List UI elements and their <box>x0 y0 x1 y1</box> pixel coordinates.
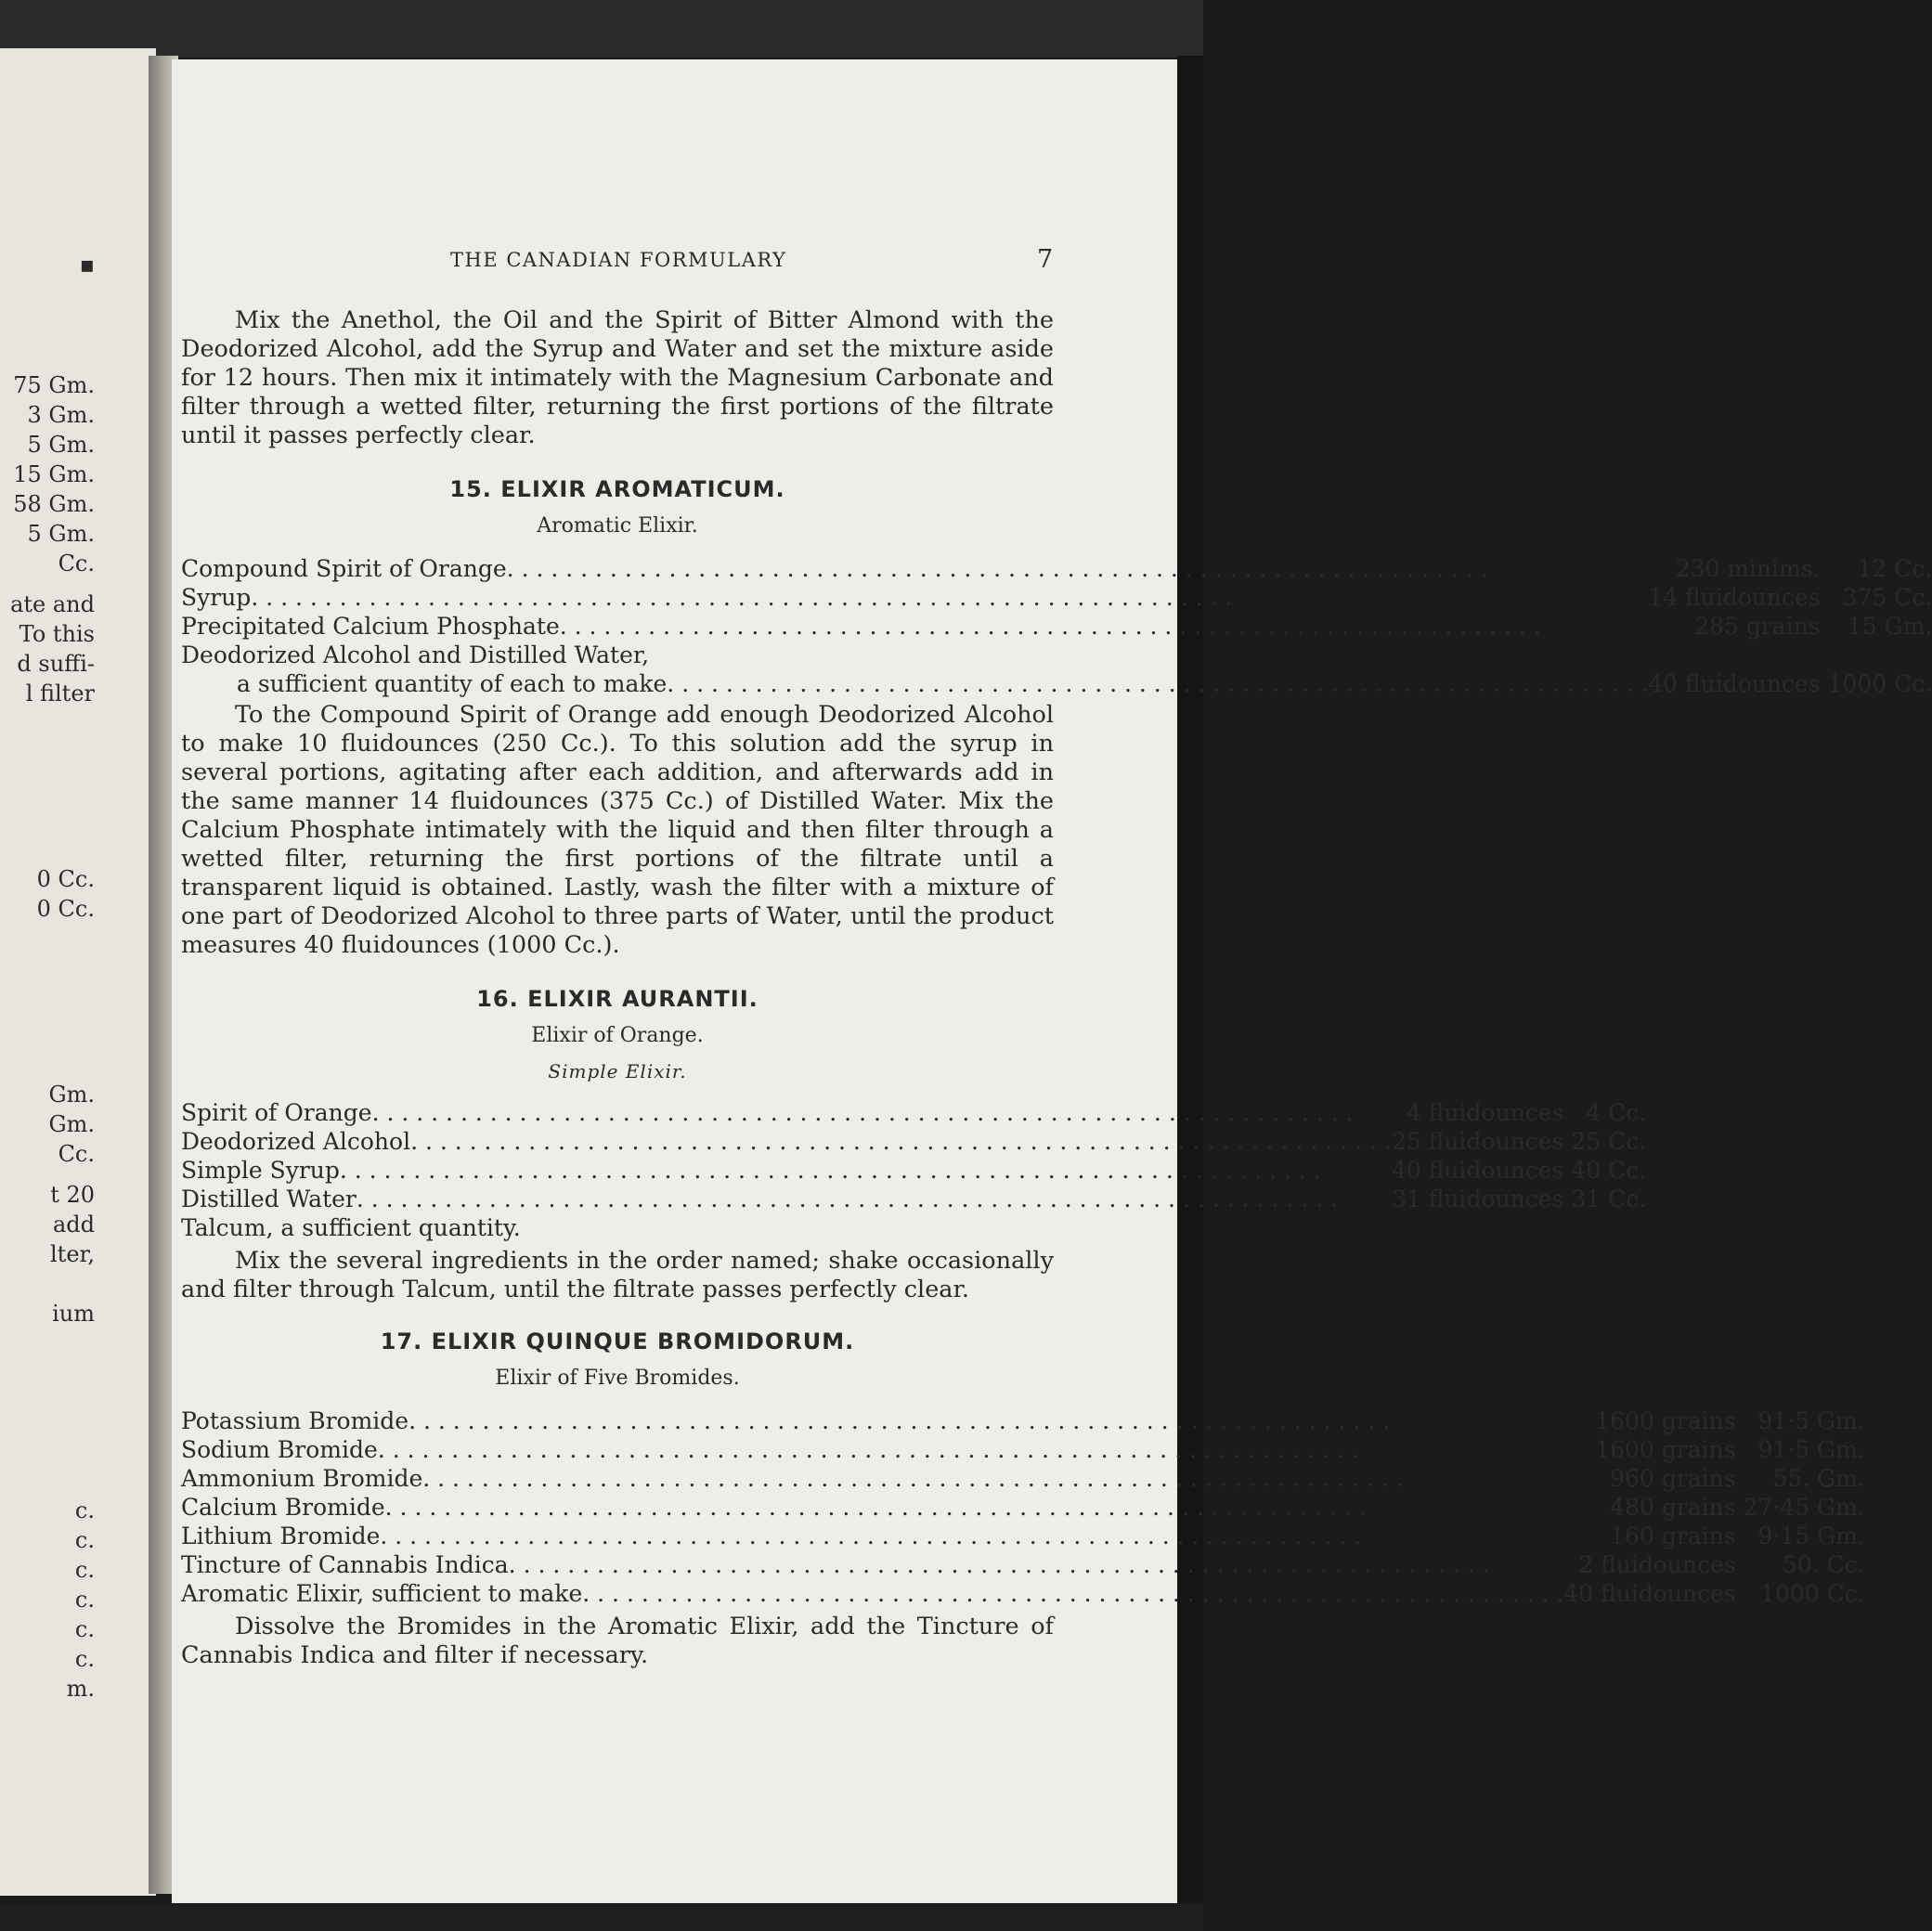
section-17-heading: 17. ELIXIR QUINQUE BROMIDORUM. <box>380 1328 855 1354</box>
formula-row <box>181 1578 1865 1607</box>
formula-row <box>181 668 1932 697</box>
left-fragment: Cc. <box>58 551 95 577</box>
ingredient-name: Precipitated Calcium Phosphate <box>181 613 560 640</box>
left-fragment: c. <box>74 1557 95 1583</box>
ingredient-name: Simple Syrup <box>181 1157 340 1184</box>
formula-row <box>181 1463 1865 1492</box>
ingredient-metric: 31 Cc. <box>1571 1186 1647 1212</box>
formula-row <box>181 611 1932 640</box>
section-16-directions: Mix the several ingredients in the order named; shake occasionally and filter through Talcum, until the filtrate passes perfectly clear. <box>181 1247 1054 1303</box>
ingredient-metric: 55. Gm. <box>1772 1465 1865 1492</box>
section-17-subtitle: Elixir of Five Bromides. <box>495 1367 740 1390</box>
section-17-formula-table <box>181 1406 1865 1607</box>
running-head: THE CANADIAN FORMULARY <box>450 249 787 271</box>
left-fragment: 5 Gm. <box>27 521 95 547</box>
ingredient-quantity: 160 grains <box>1610 1523 1736 1549</box>
page-body <box>181 241 1932 1670</box>
formula-row <box>181 1521 1865 1549</box>
ingredient-name: Talcum, a sufficient quantity. <box>181 1214 521 1241</box>
ingredient-quantity: 40 fluidounces <box>1563 1580 1736 1607</box>
ingredient-quantity: 4 fluidounces <box>1406 1099 1564 1126</box>
section-15-heading: 15. ELIXIR AROMATICUM. <box>449 476 785 502</box>
ingredient-metric: 12 Cc. <box>1857 555 1932 582</box>
ingredient-metric: 25 Cc. <box>1571 1128 1647 1155</box>
ingredient-metric: 1000 Cc. <box>1827 670 1932 697</box>
left-fragment: c. <box>74 1527 95 1553</box>
formula-row <box>181 1155 1646 1184</box>
left-fragment: c. <box>74 1587 95 1613</box>
ingredient-metric: 27·45 Gm. <box>1743 1494 1865 1521</box>
ingredient-name: Ammonium Bromide <box>181 1465 423 1492</box>
ingredient-quantity: 1600 grains <box>1595 1407 1736 1434</box>
left-fragment: c. <box>74 1616 95 1642</box>
ingredient-metric: 375 Cc. <box>1842 584 1932 611</box>
formula-row <box>181 1406 1865 1434</box>
left-fragment: c. <box>74 1497 95 1523</box>
formula-row <box>181 1212 1646 1241</box>
formula-row <box>181 553 1932 582</box>
ingredient-name: Potassium Bromide <box>181 1407 409 1434</box>
ingredient-metric: 1000 Cc. <box>1760 1580 1865 1607</box>
left-fragment: 58 Gm. <box>13 491 95 517</box>
ingredient-name: Calcium Bromide <box>181 1494 385 1521</box>
left-fragment: 0 Cc. <box>36 896 95 922</box>
scan-right-border <box>1177 56 1203 1903</box>
left-fragment: 75 Gm. <box>13 372 95 398</box>
ingredient-name: Deodorized Alcohol and Distilled Water, <box>181 642 650 668</box>
left-fragment: l filter <box>25 680 95 706</box>
section-16-formula-table <box>181 1097 1646 1241</box>
left-fragment: m. <box>66 1676 95 1702</box>
formula-row <box>181 582 1932 611</box>
ingredient-metric: 91·5 Gm. <box>1757 1407 1865 1434</box>
ingredient-quantity: 25 fluidounces <box>1391 1128 1564 1155</box>
ingredient-quantity: 480 grains <box>1610 1494 1736 1521</box>
ingredient-name: Syrup <box>181 584 252 611</box>
left-fragment: Gm. <box>48 1111 95 1137</box>
scan-bottom-border <box>0 1903 1203 1931</box>
formula-row <box>181 640 1932 668</box>
left-fragment: t 20 <box>50 1182 95 1208</box>
ingredient-quantity: 2 fluidounces <box>1578 1551 1736 1578</box>
left-fragment: To this <box>19 621 95 647</box>
formula-row <box>181 1097 1646 1126</box>
ingredient-name: Lithium Bromide <box>181 1523 381 1549</box>
formula-row <box>181 1549 1865 1578</box>
section-15-directions: To the Compound Spirit of Orange add enough Deodorized Alcohol to make 10 fluidounces (250 Cc.). To this solution add the syrup in several portions, agitating after each addition, and afterwards add in the same manner 14 fluidounces (375 Cc.) of Distilled Water. Mix the Calcium Phosphate intimately with the liquid and then filter through a wetted filter, returning the first portions of the filtrate until a transparent liquid is obtained. Lastly, wash the filter with a mixture of one part of Deodorized Alcohol to three parts of Water, until the product measures 40 fluidounces (1000 Cc.). <box>181 701 1054 959</box>
left-fragment: ium <box>52 1301 95 1327</box>
left-fragment: Gm. <box>48 1082 95 1108</box>
section-15-subtitle: Aromatic Elixir. <box>537 514 698 538</box>
left-fragment: ▪ <box>79 252 95 278</box>
ingredient-quantity: 230 minims. <box>1675 555 1821 582</box>
ingredient-metric: 4 Cc. <box>1586 1099 1647 1126</box>
ingredient-quantity: 40 fluidounces <box>1648 670 1821 697</box>
previous-page-edge <box>0 48 156 1896</box>
left-fragment: c. <box>74 1646 95 1672</box>
ingredient-metric: 91·5 Gm. <box>1757 1436 1865 1463</box>
ingredient-name: Tincture of Cannabis Indica <box>181 1551 509 1578</box>
section-17-directions: Dissolve the Bromides in the Aromatic Elixir, add the Tincture of Cannabis Indica and filter if necessary. <box>181 1613 1054 1669</box>
ingredient-metric: 50. Cc. <box>1782 1551 1865 1578</box>
formula-row <box>181 1126 1646 1155</box>
ingredient-quantity: 14 fluidounces <box>1648 584 1821 611</box>
section-15-formula-table <box>181 553 1932 697</box>
formula-row <box>181 1434 1865 1463</box>
ingredient-metric: 9·15 Gm. <box>1757 1523 1865 1549</box>
intro-paragraph: Mix the Anethol, the Oil and the Spirit of Bitter Almond with the Deodorized Alcohol, add the Syrup and Water and set the mixture aside for 12 hours. Then mix it intimately with the Magnesium Carbonate and filter through a wetted filter, returning the first portions of the filtrate until it passes perfectly clear. <box>181 306 1054 449</box>
left-fragment: lter, <box>50 1241 95 1267</box>
left-fragment: add <box>52 1212 95 1238</box>
ingredient-name: Distilled Water <box>181 1186 357 1212</box>
ingredient-quantity: 1600 grains <box>1595 1436 1736 1463</box>
scan-top-border <box>0 0 1203 58</box>
left-fragment: 3 Gm. <box>27 402 95 428</box>
ingredient-name: a sufficient quantity of each to make <box>237 670 668 697</box>
left-fragment: Cc. <box>58 1141 95 1167</box>
ingredient-name: Spirit of Orange <box>181 1099 372 1126</box>
ingredient-name: Aromatic Elixir, sufficient to make <box>181 1580 583 1607</box>
formula-row <box>181 1184 1646 1212</box>
page-number: 7 <box>1037 245 1054 274</box>
left-fragment: 15 Gm. <box>13 461 95 487</box>
left-fragment: ate and <box>10 591 95 617</box>
ingredient-name: Sodium Bromide <box>181 1436 378 1463</box>
ingredient-quantity: 40 fluidounces <box>1391 1157 1564 1184</box>
ingredient-metric: 40 Cc. <box>1571 1157 1647 1184</box>
left-fragment: 0 Cc. <box>36 866 95 892</box>
ingredient-metric: 15 Gm. <box>1847 613 1932 640</box>
left-fragment: 5 Gm. <box>27 432 95 458</box>
left-fragment: d suffi- <box>17 651 95 677</box>
ingredient-quantity: 285 grains <box>1694 613 1821 640</box>
ingredient-quantity: 960 grains <box>1610 1465 1736 1492</box>
section-16-subtitle: Elixir of Orange. <box>531 1024 704 1047</box>
ingredient-name: Deodorized Alcohol <box>181 1128 411 1155</box>
section-16-alt-title: Simple Elixir. <box>548 1060 687 1082</box>
ingredient-quantity: 31 fluidounces <box>1391 1186 1564 1212</box>
ingredient-name: Compound Spirit of Orange <box>181 555 507 582</box>
formula-row <box>181 1492 1865 1521</box>
section-16-heading: 16. ELIXIR AURANTII. <box>476 986 759 1012</box>
